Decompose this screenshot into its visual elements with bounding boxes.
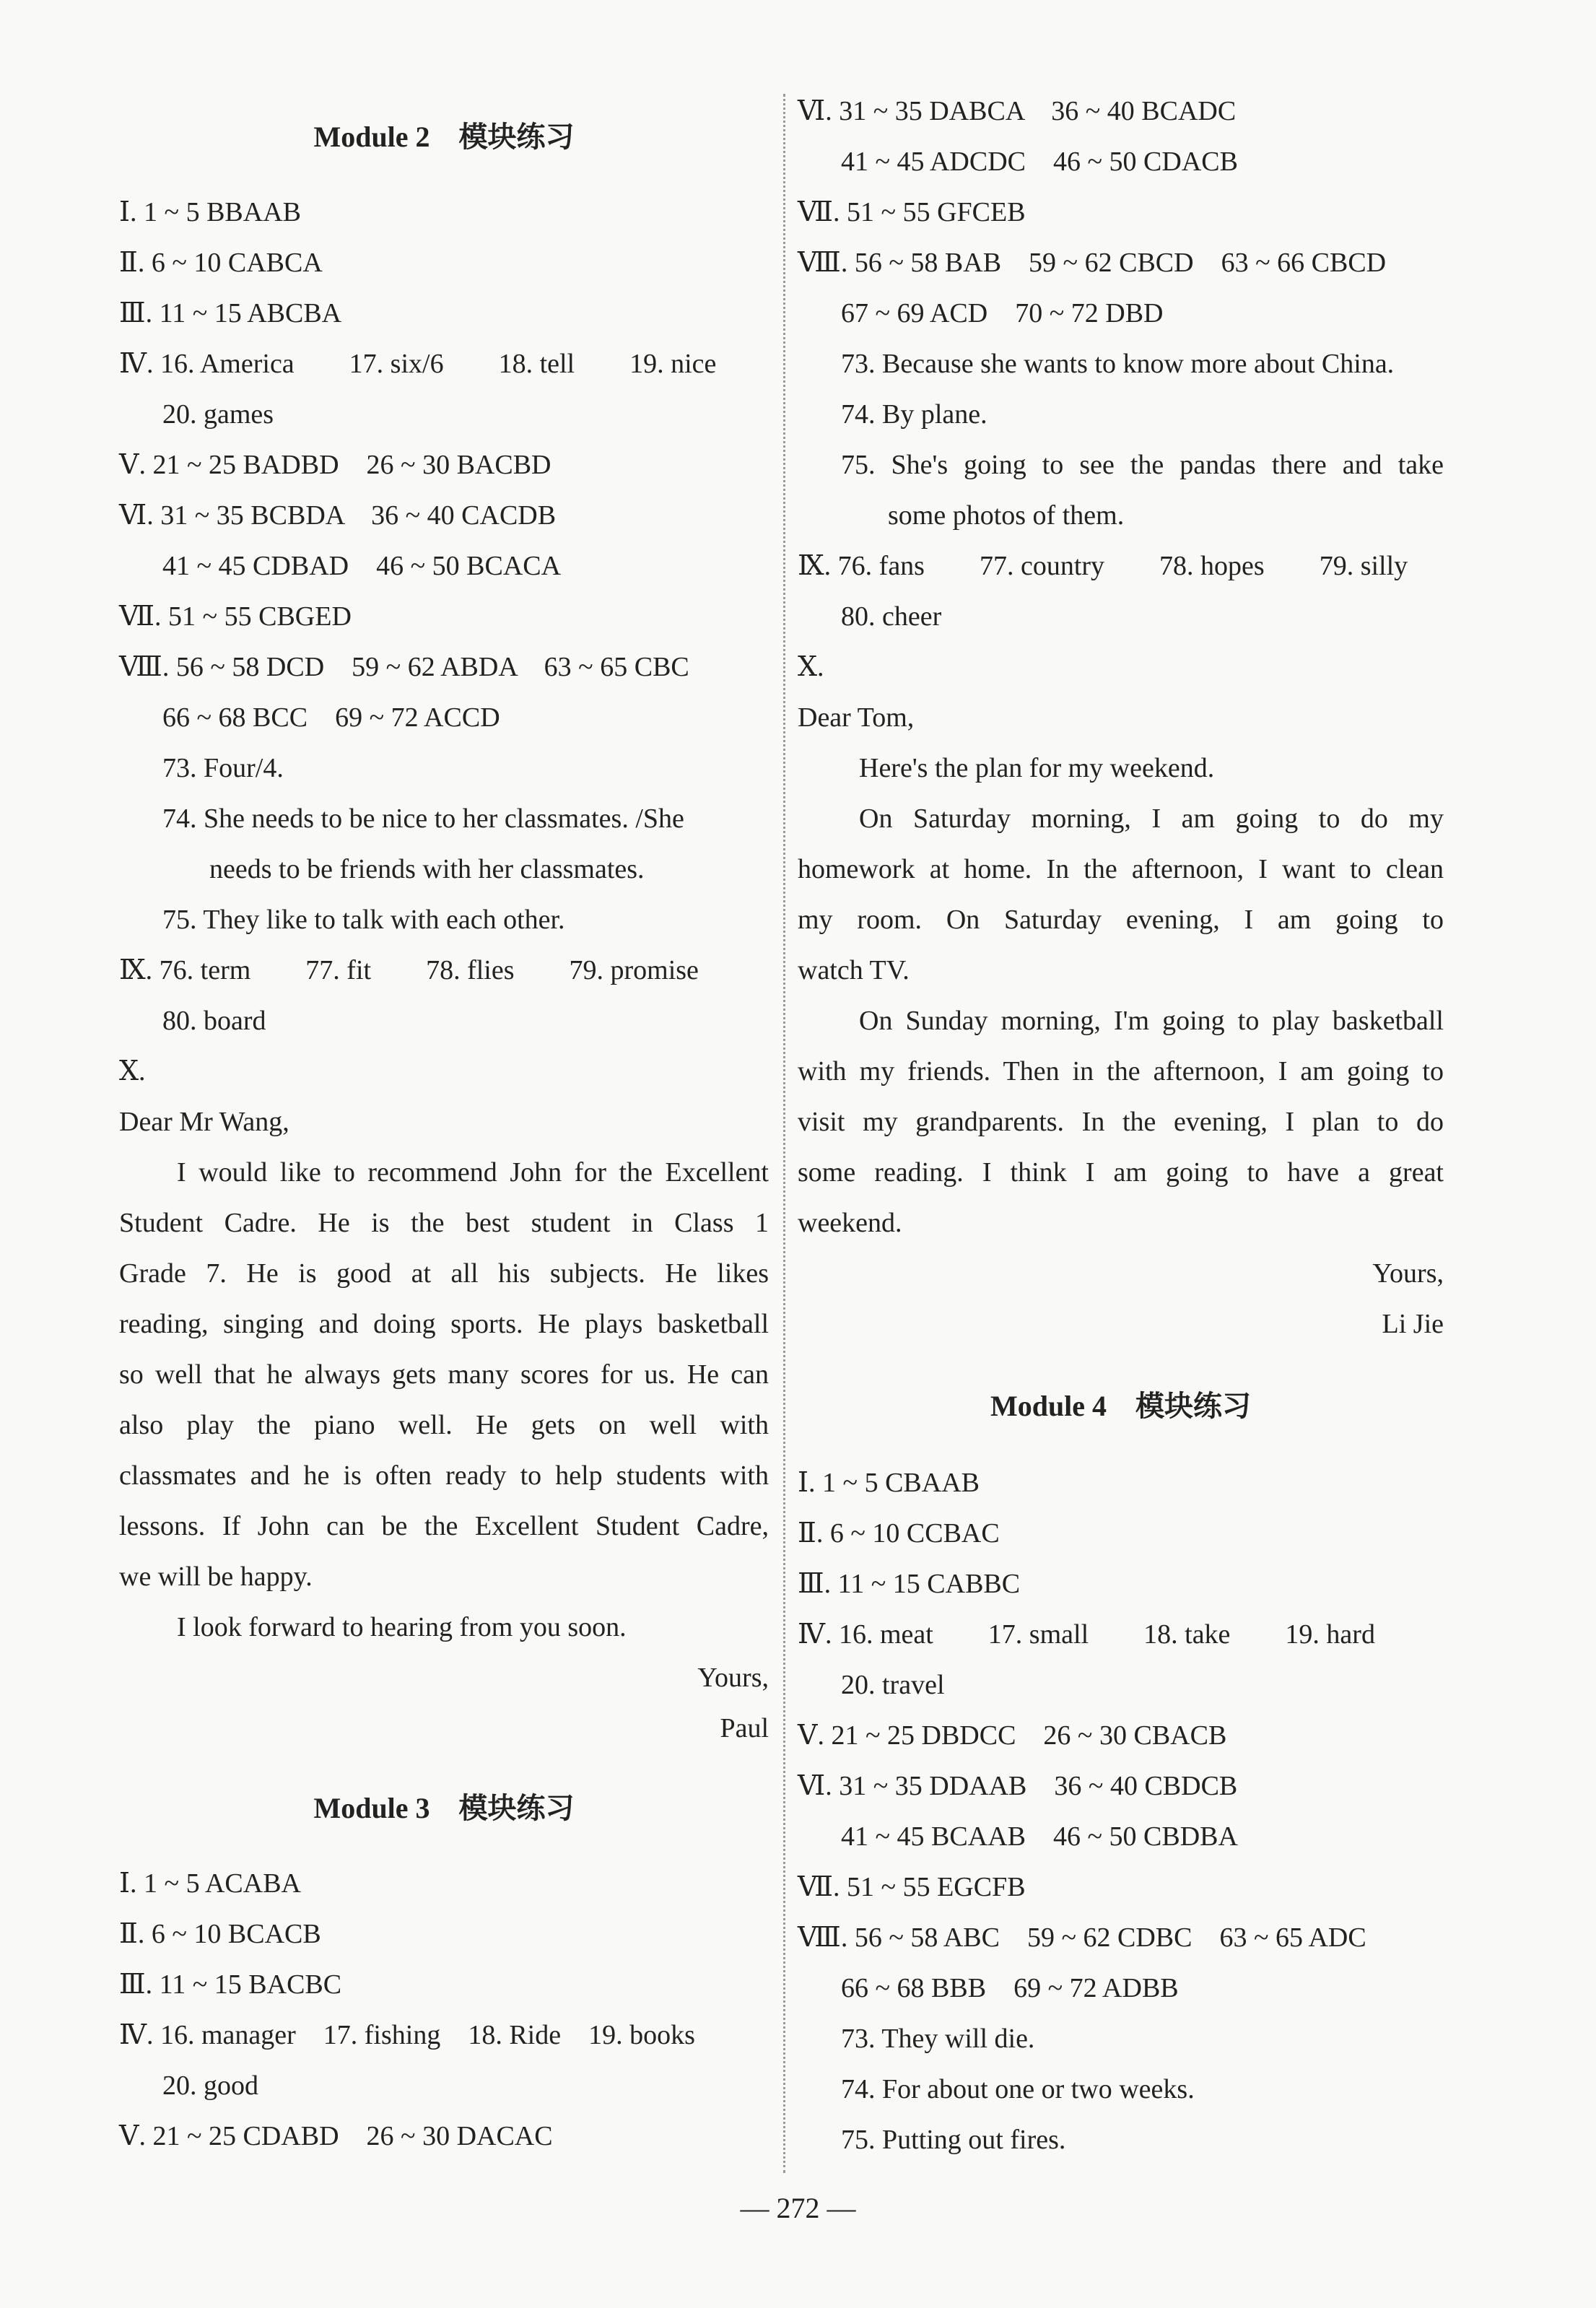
- answer-line: I look forward to hearing from you soon.: [177, 1612, 627, 1642]
- answer-line: watch TV.: [798, 955, 910, 985]
- answer-line: Ⅸ. 76. term 77. fit 78. flies 79. promise: [119, 955, 699, 985]
- answer-line: 74. By plane.: [841, 399, 987, 430]
- module-heading: Module 3 模块练习: [313, 1792, 575, 1824]
- answer-line: 80. board: [162, 1006, 266, 1036]
- answer-line: my room. On Saturday evening, I am going to: [798, 905, 1444, 935]
- page-number: — 272 —: [740, 2192, 856, 2224]
- answer-line: so well that he always gets many scores for us. He can: [119, 1359, 769, 1390]
- answer-line: we will be happy.: [119, 1562, 313, 1592]
- answer-line: Ⅱ. 6 ~ 10 CCBAC: [798, 1518, 1000, 1549]
- answer-line: 20. good: [162, 2070, 258, 2101]
- answer-line: also play the piano well. He gets on well with: [119, 1410, 769, 1440]
- answer-line: On Saturday morning, I am going to do my: [859, 804, 1444, 834]
- answer-line: Ⅸ. 76. fans 77. country 78. hopes 79. silly: [798, 551, 1408, 581]
- answer-line: Ⅵ. 31 ~ 35 BCBDA 36 ~ 40 CACDB: [119, 500, 557, 531]
- answer-line: 75. She's going to see the pandas there and take: [841, 450, 1444, 480]
- answer-line: 20. games: [162, 399, 274, 430]
- answer-line: Paul: [720, 1713, 769, 1743]
- answer-line: I would like to recommend John for the Excellent: [177, 1157, 769, 1188]
- answer-line: Ⅲ. 11 ~ 15 ABCBA: [119, 298, 342, 328]
- answer-line: Yours,: [697, 1663, 769, 1693]
- answer-line: Ⅲ. 11 ~ 15 BACBC: [119, 1969, 342, 2000]
- answer-line: Ⅵ. 31 ~ 35 DABCA 36 ~ 40 BCADC: [798, 96, 1237, 126]
- answer-line: homework at home. In the afternoon, I want to clean: [798, 854, 1444, 884]
- answer-line: 73. Because she wants to know more about China.: [841, 349, 1395, 379]
- answer-line: Yours,: [1372, 1258, 1444, 1289]
- answer-line: Ⅳ. 16. meat 17. small 18. take 19. hard: [798, 1619, 1375, 1650]
- answer-line: with my friends. Then in the afternoon, I am going to: [798, 1056, 1444, 1086]
- answer-line: Ⅳ. 16. America 17. six/6 18. tell 19. nice: [119, 349, 717, 379]
- answer-line: classmates and he is often ready to help students with: [119, 1460, 769, 1491]
- answer-line: Ⅱ. 6 ~ 10 CABCA: [119, 248, 323, 278]
- answer-line: needs to be friends with her classmates.: [209, 854, 645, 884]
- answer-line: 67 ~ 69 ACD 70 ~ 72 DBD: [841, 298, 1164, 328]
- answer-line: 74. She needs to be nice to her classmates. /She: [162, 804, 684, 834]
- module-heading: Module 2 模块练习: [313, 121, 575, 153]
- column-divider: [783, 94, 785, 2173]
- answer-line: reading, singing and doing sports. He plays basketball: [119, 1309, 769, 1339]
- module-heading: Module 4 模块练习: [990, 1390, 1252, 1422]
- answer-line: Ⅰ. 1 ~ 5 CBAAB: [798, 1468, 980, 1498]
- answer-line: 73. They will die.: [841, 2024, 1035, 2054]
- answer-line: weekend.: [798, 1208, 902, 1238]
- answer-line: Ⅰ. 1 ~ 5 BBAAB: [119, 197, 301, 227]
- answer-line: Student Cadre. He is the best student in Class 1: [119, 1208, 769, 1238]
- answer-line: 74. For about one or two weeks.: [841, 2074, 1195, 2104]
- answer-line: visit my grandparents. In the evening, I plan to do: [798, 1107, 1444, 1137]
- answer-line: Ⅹ.: [798, 652, 824, 682]
- answer-line: Dear Tom,: [798, 702, 915, 733]
- answer-line: 73. Four/4.: [162, 753, 284, 783]
- answer-line: some photos of them.: [888, 500, 1125, 531]
- answer-line: Here's the plan for my weekend.: [859, 753, 1215, 783]
- answer-line: On Sunday morning, I'm going to play basketball: [859, 1006, 1444, 1036]
- answer-line: Grade 7. He is good at all his subjects. He likes: [119, 1258, 769, 1289]
- answer-line: lessons. If John can be the Excellent Student Cadre,: [119, 1511, 769, 1541]
- answer-line: 41 ~ 45 CDBAD 46 ~ 50 BCACA: [162, 551, 562, 581]
- answer-line: Ⅷ. 56 ~ 58 ABC 59 ~ 62 CDBC 63 ~ 65 ADC: [798, 1922, 1366, 1953]
- answer-line: Ⅹ.: [119, 1056, 146, 1086]
- answer-line: Ⅵ. 31 ~ 35 DDAAB 36 ~ 40 CBDCB: [798, 1771, 1238, 1801]
- answer-line: Ⅶ. 51 ~ 55 EGCFB: [798, 1872, 1026, 1902]
- answer-line: 20. travel: [841, 1670, 945, 1700]
- answer-line: some reading. I think I am going to have a great: [798, 1157, 1444, 1188]
- answer-line: Ⅴ. 21 ~ 25 DBDCC 26 ~ 30 CBACB: [798, 1720, 1227, 1751]
- answer-line: 66 ~ 68 BCC 69 ~ 72 ACCD: [162, 702, 500, 733]
- answer-line: Ⅱ. 6 ~ 10 BCACB: [119, 1919, 321, 1949]
- answer-line: Ⅶ. 51 ~ 55 GFCEB: [798, 197, 1026, 227]
- answer-line: Ⅴ. 21 ~ 25 BADBD 26 ~ 30 BACBD: [119, 450, 551, 480]
- answer-line: 41 ~ 45 BCAAB 46 ~ 50 CBDBA: [841, 1821, 1238, 1852]
- answer-line: 75. They like to talk with each other.: [162, 905, 565, 935]
- answer-line: Ⅲ. 11 ~ 15 CABBC: [798, 1569, 1021, 1599]
- answer-line: 66 ~ 68 BBB 69 ~ 72 ADBB: [841, 1973, 1179, 2003]
- answer-line: Ⅷ. 56 ~ 58 DCD 59 ~ 62 ABDA 63 ~ 65 CBC: [119, 652, 689, 682]
- answer-line: 80. cheer: [841, 601, 942, 632]
- answer-line: Dear Mr Wang,: [119, 1107, 289, 1137]
- answer-line: 41 ~ 45 ADCDC 46 ~ 50 CDACB: [841, 147, 1238, 177]
- answer-line: Ⅴ. 21 ~ 25 CDABD 26 ~ 30 DACAC: [119, 2121, 553, 2151]
- answer-line: Ⅶ. 51 ~ 55 CBGED: [119, 601, 352, 632]
- answer-line: 75. Putting out fires.: [841, 2125, 1066, 2155]
- answer-line: Ⅳ. 16. manager 17. fishing 18. Ride 19. books: [119, 2020, 695, 2050]
- answer-line: Ⅷ. 56 ~ 58 BAB 59 ~ 62 CBCD 63 ~ 66 CBCD: [798, 248, 1387, 278]
- answer-line: Li Jie: [1382, 1309, 1444, 1339]
- answer-line: Ⅰ. 1 ~ 5 ACABA: [119, 1868, 301, 1899]
